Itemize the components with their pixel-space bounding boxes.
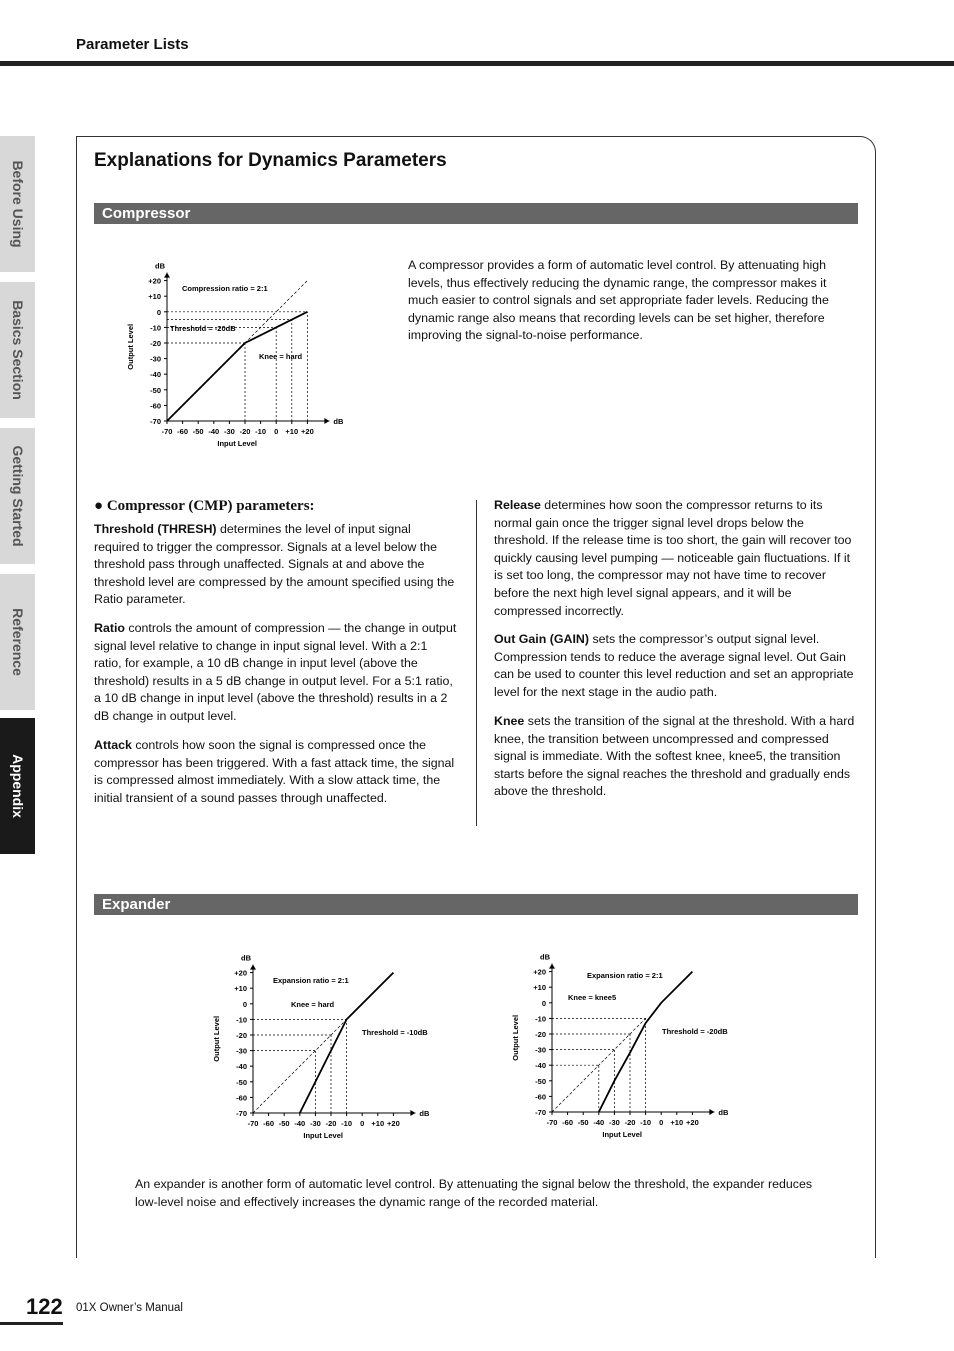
param-knee bbox=[494, 713, 858, 801]
series-unity bbox=[552, 1018, 646, 1112]
x-tick-label: -20 bbox=[239, 427, 251, 436]
y-unit-label: dB bbox=[155, 261, 165, 271]
x-tick-label: +20 bbox=[686, 1118, 699, 1127]
expander-description: An expander is another form of automatic level control. By attenuating the signal below the threshold, the expander reduces low-level noise and effectively increases the dynamic range of the recorded material. bbox=[135, 1177, 813, 1209]
y-tick-label: -60 bbox=[535, 1092, 546, 1102]
params-heading-text: Compressor (CMP) parameters: bbox=[106, 498, 315, 514]
section-title: Parameter Lists bbox=[76, 36, 189, 53]
annotation-label: Compression ratio = 2:1 bbox=[182, 284, 268, 293]
param-text: controls how soon the signal is compressed once the compressor has been triggered. With a fast attack time, the signal is compressed almost immediately. With a slow attack time, the initial transient of a sound passes through unaffected. bbox=[94, 738, 455, 805]
series-unity bbox=[253, 1019, 347, 1113]
param-term: Ratio bbox=[94, 621, 125, 635]
y-tick-label: -70 bbox=[150, 417, 161, 426]
annotation-label: Threshold = -10dB bbox=[362, 1028, 428, 1037]
x-tick-label: -60 bbox=[263, 1119, 275, 1128]
x-tick-label: -40 bbox=[208, 427, 220, 436]
compressor-chart bbox=[120, 244, 360, 454]
y-axis-arrow bbox=[549, 964, 555, 969]
side-tab-label: Getting Started bbox=[9, 445, 26, 547]
page-title: Explanations for Dynamics Parameters bbox=[94, 150, 447, 171]
x-tick-label: -10 bbox=[341, 1119, 353, 1128]
compressor-heading: Compressor bbox=[94, 203, 858, 224]
param-term: Threshold (THRESH) bbox=[94, 522, 217, 536]
x-tick-label: -40 bbox=[294, 1119, 306, 1128]
x-tick-label: -60 bbox=[562, 1118, 574, 1127]
x-unit-label: dB bbox=[718, 1108, 729, 1117]
header-rule bbox=[0, 61, 954, 66]
x-axis-label: Input Level bbox=[303, 1131, 343, 1140]
side-tab-label: Reference bbox=[9, 608, 26, 676]
x-tick-label: -50 bbox=[192, 427, 204, 436]
x-tick-label: -30 bbox=[608, 1118, 620, 1127]
param-term: Out Gain (GAIN) bbox=[494, 632, 589, 646]
y-tick-label: -20 bbox=[535, 1030, 546, 1039]
side-tab-getting-started[interactable] bbox=[0, 428, 35, 564]
y-tick-label: 0 bbox=[242, 999, 247, 1009]
x-unit-label: dB bbox=[419, 1109, 430, 1118]
y-tick-label: -50 bbox=[236, 1077, 247, 1087]
side-tab-reference[interactable] bbox=[0, 574, 35, 710]
x-tick-label: +10 bbox=[371, 1119, 385, 1128]
y-unit-label: dB bbox=[540, 952, 550, 962]
y-tick-label: -50 bbox=[535, 1076, 546, 1086]
param-term: Attack bbox=[94, 738, 132, 752]
y-axis-arrow bbox=[164, 273, 170, 278]
y-axis-label: Output Level bbox=[511, 1014, 520, 1061]
x-tick-label: 0 bbox=[274, 427, 279, 436]
param-ratio bbox=[94, 620, 458, 726]
x-tick-label: -20 bbox=[624, 1118, 636, 1127]
y-tick-label: +20 bbox=[533, 967, 546, 977]
x-tick-label: 0 bbox=[360, 1119, 365, 1128]
side-tab-appendix[interactable] bbox=[0, 718, 35, 854]
param-text: determines how soon the compressor returns to its normal gain once the trigger signal level drops below the threshold. If the release time is too short, the gain will recover too quickly causing level pumping — noticeable gain fluctuations. If it is set too long, the compressor may not have time to recover before the next high level signal appears, and it will be compressed incorrectly. bbox=[494, 498, 852, 618]
y-tick-label: +20 bbox=[148, 276, 161, 286]
param-threshold bbox=[94, 521, 458, 609]
x-tick-label: +10 bbox=[670, 1118, 684, 1127]
y-tick-label: -10 bbox=[535, 1014, 546, 1024]
side-tab-before-using[interactable] bbox=[0, 136, 35, 272]
column-divider bbox=[476, 500, 477, 826]
x-tick-label: +20 bbox=[301, 427, 314, 436]
y-tick-label: -30 bbox=[236, 1046, 247, 1056]
params-heading bbox=[94, 498, 315, 515]
x-axis-arrow bbox=[324, 418, 329, 424]
x-axis-label: Input Level bbox=[602, 1130, 642, 1139]
x-tick-label: -70 bbox=[247, 1119, 259, 1128]
x-tick-label: -70 bbox=[161, 427, 173, 436]
param-release bbox=[494, 497, 858, 620]
param-text: sets the compressor’s output signal level. Compression tends to reduce the average signal level. Out Gain can be used to counter this level reduction and set an appropriate level for the next stage in the audio path. bbox=[494, 632, 854, 699]
param-term: Release bbox=[494, 498, 541, 512]
y-tick-label: -70 bbox=[535, 1108, 546, 1117]
param-attack bbox=[94, 737, 458, 807]
expander-heading: Expander bbox=[94, 894, 858, 915]
x-axis-arrow bbox=[410, 1110, 415, 1116]
param-out-gain bbox=[494, 631, 858, 701]
param-text: sets the transition of the signal at the threshold. With a hard knee, the transition between uncompressed and compressed signal is immediate. With the softest knee, knee5, the transition starts before the signal reaches the threshold and gradually ends above the threshold. bbox=[494, 714, 855, 799]
param-term: Knee bbox=[494, 714, 525, 728]
y-tick-label: -50 bbox=[150, 385, 161, 395]
x-tick-label: -60 bbox=[177, 427, 189, 436]
y-tick-label: 0 bbox=[156, 307, 161, 317]
compressor-intro: A compressor provides a form of automatic level control. By attenuating high levels, thus effectively reducing the dynamic range, the compressor makes it much easier to control signals and set appropriate fader levels. Reducing the dynamic range also means that recording levels can be set higher, therefore improving the signal-to-noise performance. bbox=[408, 258, 829, 343]
x-tick-label: -30 bbox=[309, 1119, 321, 1128]
y-tick-label: 0 bbox=[541, 998, 546, 1008]
param-text: controls the amount of compression — the change in output signal level relative to change in input signal level. With a 2:1 ratio, for example, a 10 dB change in input level (above the threshold) results in a 5 dB change in output level. For a 5:1 ratio, a 10 dB change in input level (above the threshold) results in a 2 dB change in output level. bbox=[94, 621, 457, 723]
manual-title: 01X Owner’s Manual bbox=[76, 1302, 183, 1314]
footer-rule bbox=[0, 1322, 63, 1325]
annotation-label: Knee = hard bbox=[291, 1000, 335, 1009]
y-axis-label: Output Level bbox=[212, 1015, 221, 1062]
x-unit-label: dB bbox=[333, 417, 344, 426]
y-tick-label: -70 bbox=[236, 1109, 247, 1118]
x-tick-label: 0 bbox=[659, 1118, 664, 1127]
y-tick-label: +20 bbox=[234, 968, 247, 978]
y-tick-label: +10 bbox=[533, 983, 546, 993]
expander-chart-knee5 bbox=[505, 935, 745, 1145]
y-tick-label: -40 bbox=[150, 370, 161, 380]
side-tab-label: Basics Section bbox=[9, 300, 26, 400]
y-axis-arrow bbox=[250, 965, 256, 970]
annotation-label: Threshold = -20dB bbox=[170, 324, 236, 333]
y-axis-label: Output Level bbox=[126, 323, 135, 370]
y-tick-label: -20 bbox=[150, 339, 161, 348]
y-tick-label: +10 bbox=[234, 984, 247, 994]
x-tick-label: -50 bbox=[577, 1118, 589, 1127]
y-tick-label: -40 bbox=[535, 1061, 546, 1071]
annotation-label: Expansion ratio = 2:1 bbox=[587, 971, 663, 980]
side-tab-label: Appendix bbox=[9, 754, 26, 818]
y-tick-label: -30 bbox=[150, 354, 161, 364]
y-tick-label: -10 bbox=[236, 1015, 247, 1025]
expander-chart-hard bbox=[206, 936, 446, 1146]
x-tick-label: -10 bbox=[640, 1118, 652, 1127]
annotation-label: Expansion ratio = 2:1 bbox=[273, 976, 349, 985]
x-tick-label: -20 bbox=[325, 1119, 337, 1128]
y-tick-label: -10 bbox=[150, 323, 161, 333]
x-tick-label: -70 bbox=[546, 1118, 558, 1127]
bullet-icon: ● bbox=[94, 498, 104, 514]
annotation-label: Threshold = -20dB bbox=[662, 1027, 728, 1036]
x-axis-label: Input Level bbox=[217, 439, 257, 448]
side-tab-basics-section[interactable] bbox=[0, 282, 35, 418]
x-tick-label: +10 bbox=[285, 427, 299, 436]
x-tick-label: +20 bbox=[387, 1119, 400, 1128]
y-tick-label: -60 bbox=[236, 1093, 247, 1103]
x-tick-label: -10 bbox=[255, 427, 267, 436]
page-number: 122 bbox=[26, 1294, 63, 1319]
y-tick-label: -40 bbox=[236, 1062, 247, 1072]
param-text: determines the level of input signal required to trigger the compressor. Signals at a level below the threshold pass through unaffected. Signals at and above the threshold level are compressed by the amount specified using the Ratio parameter. bbox=[94, 522, 455, 607]
y-tick-label: +10 bbox=[148, 292, 161, 302]
annotation-label: Knee = hard bbox=[259, 352, 303, 361]
y-unit-label: dB bbox=[241, 953, 251, 963]
x-tick-label: -40 bbox=[593, 1118, 605, 1127]
y-tick-label: -20 bbox=[236, 1031, 247, 1040]
y-tick-label: -30 bbox=[535, 1045, 546, 1055]
x-axis-arrow bbox=[709, 1109, 714, 1115]
x-tick-label: -30 bbox=[223, 427, 235, 436]
x-tick-label: -50 bbox=[278, 1119, 290, 1128]
annotation-label: Knee = knee5 bbox=[568, 993, 617, 1002]
side-tab-label: Before Using bbox=[9, 160, 26, 248]
y-tick-label: -60 bbox=[150, 401, 161, 411]
